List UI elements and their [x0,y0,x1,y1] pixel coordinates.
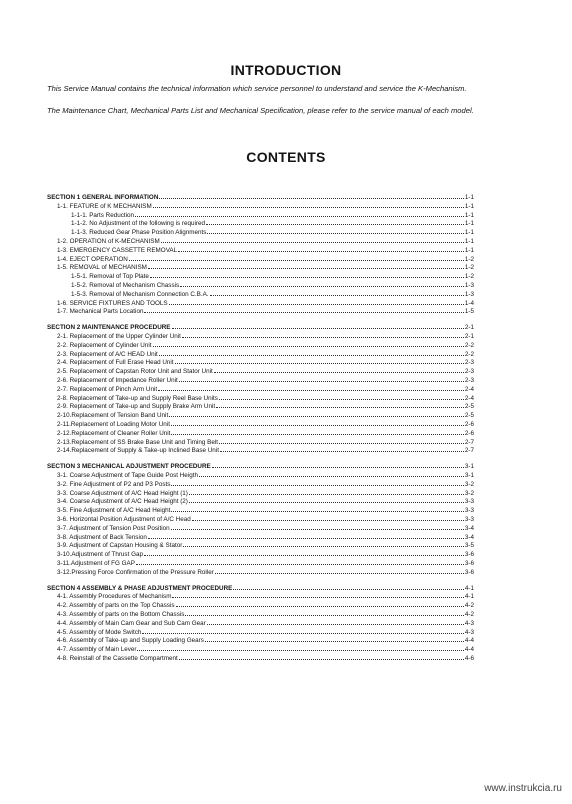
toc-leader-dots [215,567,464,574]
toc-page-number: 2-4 [464,394,474,402]
toc-entry-row [57,201,474,209]
toc-section-row [47,583,474,591]
toc-page-number: 3-6 [464,551,474,559]
toc-page-number: 1-1 [464,202,474,210]
toc-leader-dots [233,583,464,590]
toc-entry-row [57,357,474,365]
toc-entry-row [57,532,474,540]
toc-page-number: 2-6 [464,429,474,437]
toc-page-number: 4-4 [464,646,474,654]
toc-page-number: 3-1 [464,472,474,479]
toc-entry-label: 3-8. Adjustment of Back Tension [57,533,147,541]
toc-leader-dots [179,653,464,660]
toc-entry-label: 3-10.Adjustment of Thrust Gap [57,551,143,559]
toc-page-number: 1-2 [464,264,474,272]
toc-entry-label: 1-4. EJECT OPERATION [57,255,128,263]
toc-page-number: 2-3 [464,359,474,367]
toc-entry-label: 1-3. EMERGENCY CASSETTE REMOVAL [57,246,178,254]
toc-page-number: 4-6 [464,655,474,662]
toc-entry-label: 2-12.Replacement of Cleaner Roller Unit [57,429,171,437]
toc-page-number: 1-5 [464,308,474,316]
toc-entry-row [57,479,474,487]
toc-page-number: 2-2 [464,341,474,349]
toc-leader-dots [220,445,464,452]
toc-entry-row [57,470,474,478]
toc-entry-row [57,644,474,652]
toc-leader-dots [214,366,464,373]
toc-entry-label: 3-4. Coarse Adjustment of A/C Head Height (2) [57,498,188,506]
toc-entry-label: 1-6. SERVICE FIXTURES AND TOOLS [57,299,168,307]
toc-page-number: 4-1 [464,593,474,601]
toc-page-number: 1-2 [464,255,474,263]
toc-page-number: 2-1 [464,324,474,332]
toc-page-number: 2-5 [464,412,474,420]
toc-entry-row [57,523,474,531]
toc-entry-label: SECTION 1 GENERAL INFORMATION [47,194,159,201]
toc-leader-dots [175,357,464,364]
toc-entry-label: 2-11.Replacement of Loading Motor Unit [57,421,170,428]
toc-page-number: 3-4 [464,524,474,532]
toc-entry-row [57,401,474,409]
toc-leader-dots [172,591,463,598]
toc-leader-dots [210,289,464,296]
toc-page-number: 1-3 [464,290,474,298]
toc-entry-row [71,210,474,218]
toc-page-number: 2-2 [464,350,474,358]
toc-entry-row [57,437,474,445]
toc-entry-label: 4-6. Assembly of Take-up and Supply Loading Gears [57,637,204,645]
toc-page-number: 1-4 [464,299,474,307]
toc-entry-label: 4-3. Assembly of parts on the Bottom Chassis [57,611,185,618]
toc-entry-row [57,298,474,306]
toc-leader-dots [171,505,463,512]
toc-entry-label: 2-8. Replacement of Take-up and Supply Reel Base Units [57,394,218,402]
toc-entry-row [57,488,474,496]
toc-page-number: 4-2 [464,602,474,610]
toc-entry-label: 2-7. Replacement of Pinch Arm Unit [57,385,158,393]
toc-page-number: 3-6 [464,568,474,576]
toc-leader-dots [176,600,464,607]
toc-leader-dots [148,532,464,539]
toc-entry-label: 2-13.Replacement of SS Brake Base Unit and Timing Belt [57,438,219,446]
toc-entry-label: SECTION 4 ASSEMBLY & PHASE ADJUSTMENT PROCEDURE [47,584,233,592]
toc-entry-label: 2-6. Replacement of Impedance Roller Unit [57,377,178,384]
toc-entry-label: 3-11.Adjustment of FG GAP [57,560,135,567]
toc-leader-dots [219,437,464,444]
toc-entry-row [57,419,474,427]
toc-leader-dots [171,419,464,426]
toc-entry-label: 1-5-1. Removal of Top Plate [71,273,149,281]
toc-leader-dots [189,496,464,503]
toc-page-number: 4-3 [464,619,474,627]
toc-entry-row [57,393,474,401]
toc-entry-label: 4-7. Assembly of Main Lever [57,646,137,654]
toc-entry-row [57,366,474,374]
toc-entry-label: 2-2. Replacement of Cylinder Unit [57,341,152,349]
toc-entry-row [57,496,474,504]
toc-leader-dots [148,262,464,269]
toc-entry-label: 2-4. Replacement of Full Erase Head Unit [57,359,174,367]
toc-entry-row [71,227,474,235]
toc-entry-row [57,505,474,513]
toc-entry-label: 3-1. Coarse Adjustment of Tape Guide Post Heigth [57,472,198,479]
toc-page-number: 2-3 [464,377,474,384]
toc-page-number: 2-1 [464,333,474,340]
toc-page-number: 2-5 [464,403,474,411]
toc-entry-row [57,245,474,253]
toc-leader-dots [219,393,464,400]
toc-entry-label: 1-1-2. No Adjustment of the following is required [71,220,206,228]
toc-entry-row [57,236,474,244]
toc-entry-row [57,349,474,357]
toc-leader-dots [144,549,464,556]
toc-entry-label: 1-1. FEATURE of K MECHANISM [57,202,152,210]
toc-entry-row [57,635,474,643]
toc-entry-row [57,618,474,626]
toc-leader-dots [169,298,464,305]
toc-page-number: 2-7 [464,447,474,455]
toc-page-number: 2-7 [464,438,474,446]
toc-entry-row [57,410,474,418]
toc-entry-label: 1-1-1. Parts Reduction [71,211,134,219]
toc-page-number: 3-2 [464,480,474,488]
toc-section-row [47,192,474,200]
toc-leader-dots [205,635,464,642]
toc-section-row [47,461,474,469]
toc-entry-label: 2-5. Replacement of Capstan Rotor Unit and Stator Unit [57,368,213,376]
toc-page-number: 1-1 [464,246,474,254]
toc-entry-label: 4-8. Reinstall of the Cassette Compartment [57,655,178,662]
toc-entry-row [57,445,474,453]
toc-entry-row [57,306,474,314]
toc-leader-dots [192,514,464,521]
toc-page-number: 3-6 [464,560,474,567]
toc-leader-dots [216,401,464,408]
toc-entry-row [57,428,474,436]
toc-entry-row [57,567,474,575]
toc-entry-label: 4-1. Assembly Procedures of Mechanism [57,593,172,601]
introduction-heading: INTRODUCTION [230,62,342,78]
toc-entry-label: 3-2. Fine Adjustment of P2 and P3 Posts [57,480,171,488]
contents-heading: CONTENTS [246,149,326,165]
introduction-paragraph-2: The Maintenance Chart, Mechanical Parts List and Mechanical Specification, please refer to the service manual of each model. [47,106,474,115]
toc-page-number: 2-4 [464,385,474,393]
toc-entry-label: 1-5-3. Removal of Mechanism Connection C.B.A. [71,290,209,298]
toc-leader-dots [153,201,464,208]
toc-leader-dots [161,236,464,243]
toc-entry-row [57,549,474,557]
toc-leader-dots [142,627,464,634]
toc-entry-row [57,558,474,566]
toc-page-number: 1-1 [464,211,474,219]
toc-entry-label: 2-3. Replacement of A/C HEAD Unit [57,350,158,358]
toc-page-number: 3-3 [464,498,474,506]
toc-entry-row [57,375,474,383]
toc-entry-row [57,514,474,522]
toc-leader-dots [180,280,464,287]
toc-leader-dots [159,192,464,199]
toc-leader-dots [171,479,463,486]
toc-entry-label: 2-14.Replacement of Supply & Take-up Inclined Base Unit [57,447,219,455]
toc-entry-label: 1-7. Mechanical Parts Location [57,308,144,316]
toc-page-number: 1-1 [464,220,474,228]
toc-leader-dots [182,331,464,338]
toc-leader-dots [144,306,463,313]
toc-entry-row [57,600,474,608]
toc-entry-row [71,289,474,297]
toc-entry-row [57,653,474,661]
toc-page-number: 1-3 [464,282,474,289]
toc-page-number: 3-1 [464,463,474,471]
toc-entry-label: 3-12.Pressing Force Confirmation of the Pressure Roller [57,568,214,576]
toc-leader-dots [171,428,463,435]
toc-leader-dots [137,644,463,651]
toc-entry-row [57,384,474,392]
toc-page-number: 4-3 [464,628,474,636]
toc-page-number: 3-3 [464,516,474,523]
toc-entry-label: 3-6. Horizontal Position Adjustment of A/C Head [57,516,191,523]
toc-entry-row [57,627,474,635]
toc-entry-row [57,540,474,548]
toc-page-number: 1-2 [464,273,474,281]
toc-leader-dots [159,349,464,356]
toc-entry-label: 1-5. REMOVAL of MECHANISM [57,264,147,272]
toc-page-number: 1-1 [464,194,474,201]
toc-entry-label: 3-7. Adjustment of Tension Post Position [57,524,170,532]
introduction-paragraph-1: This Service Manual contains the technical information which service personnel to understand and service the K-Mechanism. [47,84,467,93]
watermark-url: www.instrukcia.ru [484,783,562,794]
toc-page-number: 3-3 [464,507,474,515]
toc-page-number: 3-4 [464,533,474,541]
toc-entry-row [71,280,474,288]
toc-entry-label: 3-9. Adjustment of Capstan Housing & Stator [57,542,183,550]
toc-page-number: 3-2 [464,489,474,497]
toc-entry-row [57,609,474,617]
toc-page-number: 4-1 [464,584,474,592]
toc-leader-dots [136,558,464,565]
toc-entry-label: 3-5. Fine Adjustment of A/C Head Height [57,507,171,515]
toc-leader-dots [185,609,463,616]
toc-entry-row [57,331,474,339]
toc-leader-dots [129,254,464,261]
toc-leader-dots [171,523,464,530]
toc-leader-dots [189,488,464,495]
toc-page-number: 2-3 [464,368,474,376]
toc-entry-row [57,591,474,599]
toc-leader-dots [207,227,463,234]
toc-entry-row [71,271,474,279]
toc-leader-dots [179,375,464,382]
toc-page-number: 2-6 [464,421,474,428]
toc-page-number: 3-5 [464,542,474,550]
toc-entry-label: SECTION 3 MECHANICAL ADJUSTMENT PROCEDURE [47,463,211,471]
toc-page-number: 1-1 [464,229,474,237]
toc-page-number: 1-1 [464,238,474,245]
toc-leader-dots [199,470,464,477]
toc-section-row [47,322,474,330]
toc-leader-dots [207,618,464,625]
toc-page-number: 4-4 [464,637,474,645]
toc-page-number: 4-2 [464,611,474,618]
toc-leader-dots [183,540,464,547]
toc-leader-dots [178,245,464,252]
toc-leader-dots [153,340,464,347]
toc-leader-dots [169,410,464,417]
toc-entry-row [57,340,474,348]
toc-entry-label: 2-10.Replacement of Tension Band Unit [57,412,169,420]
toc-entry-label: SECTION 2 MAINTENANCE PROCEDURE [47,324,171,332]
toc-leader-dots [172,322,464,329]
toc-entry-label: 1-5-2. Removal of Mechanism Chassis [71,282,180,289]
toc-entry-label: 1-1-3. Reduced Gear Phase Position Alignments [71,229,207,237]
toc-leader-dots [206,218,464,225]
toc-leader-dots [212,461,464,468]
toc-entry-label: 2-1. Replacement of the Upper Cylinder Unit [57,333,181,340]
toc-entry-label: 3-3. Coarse Adjustment of A/C Head Height (1) [57,489,188,497]
toc-entry-label: 4-5. Assembly of Mode Switch [57,628,142,636]
toc-entry-row [57,254,474,262]
toc-leader-dots [135,210,464,217]
toc-entry-label: 4-4. Assembly of Main Cam Gear and Sub Cam Gear [57,619,206,627]
toc-entry-row [57,262,474,270]
toc-leader-dots [150,271,464,278]
toc-entry-label: 2-9. Replacement of Take-up and Supply Brake Arm Unit [57,403,216,411]
toc-leader-dots [158,384,464,391]
toc-entry-row [71,218,474,226]
toc-entry-label: 4-2. Assembly of parts on the Top Chassis [57,602,175,610]
toc-entry-label: 1-2. OPERATION of K-MECHANISM [57,238,160,245]
